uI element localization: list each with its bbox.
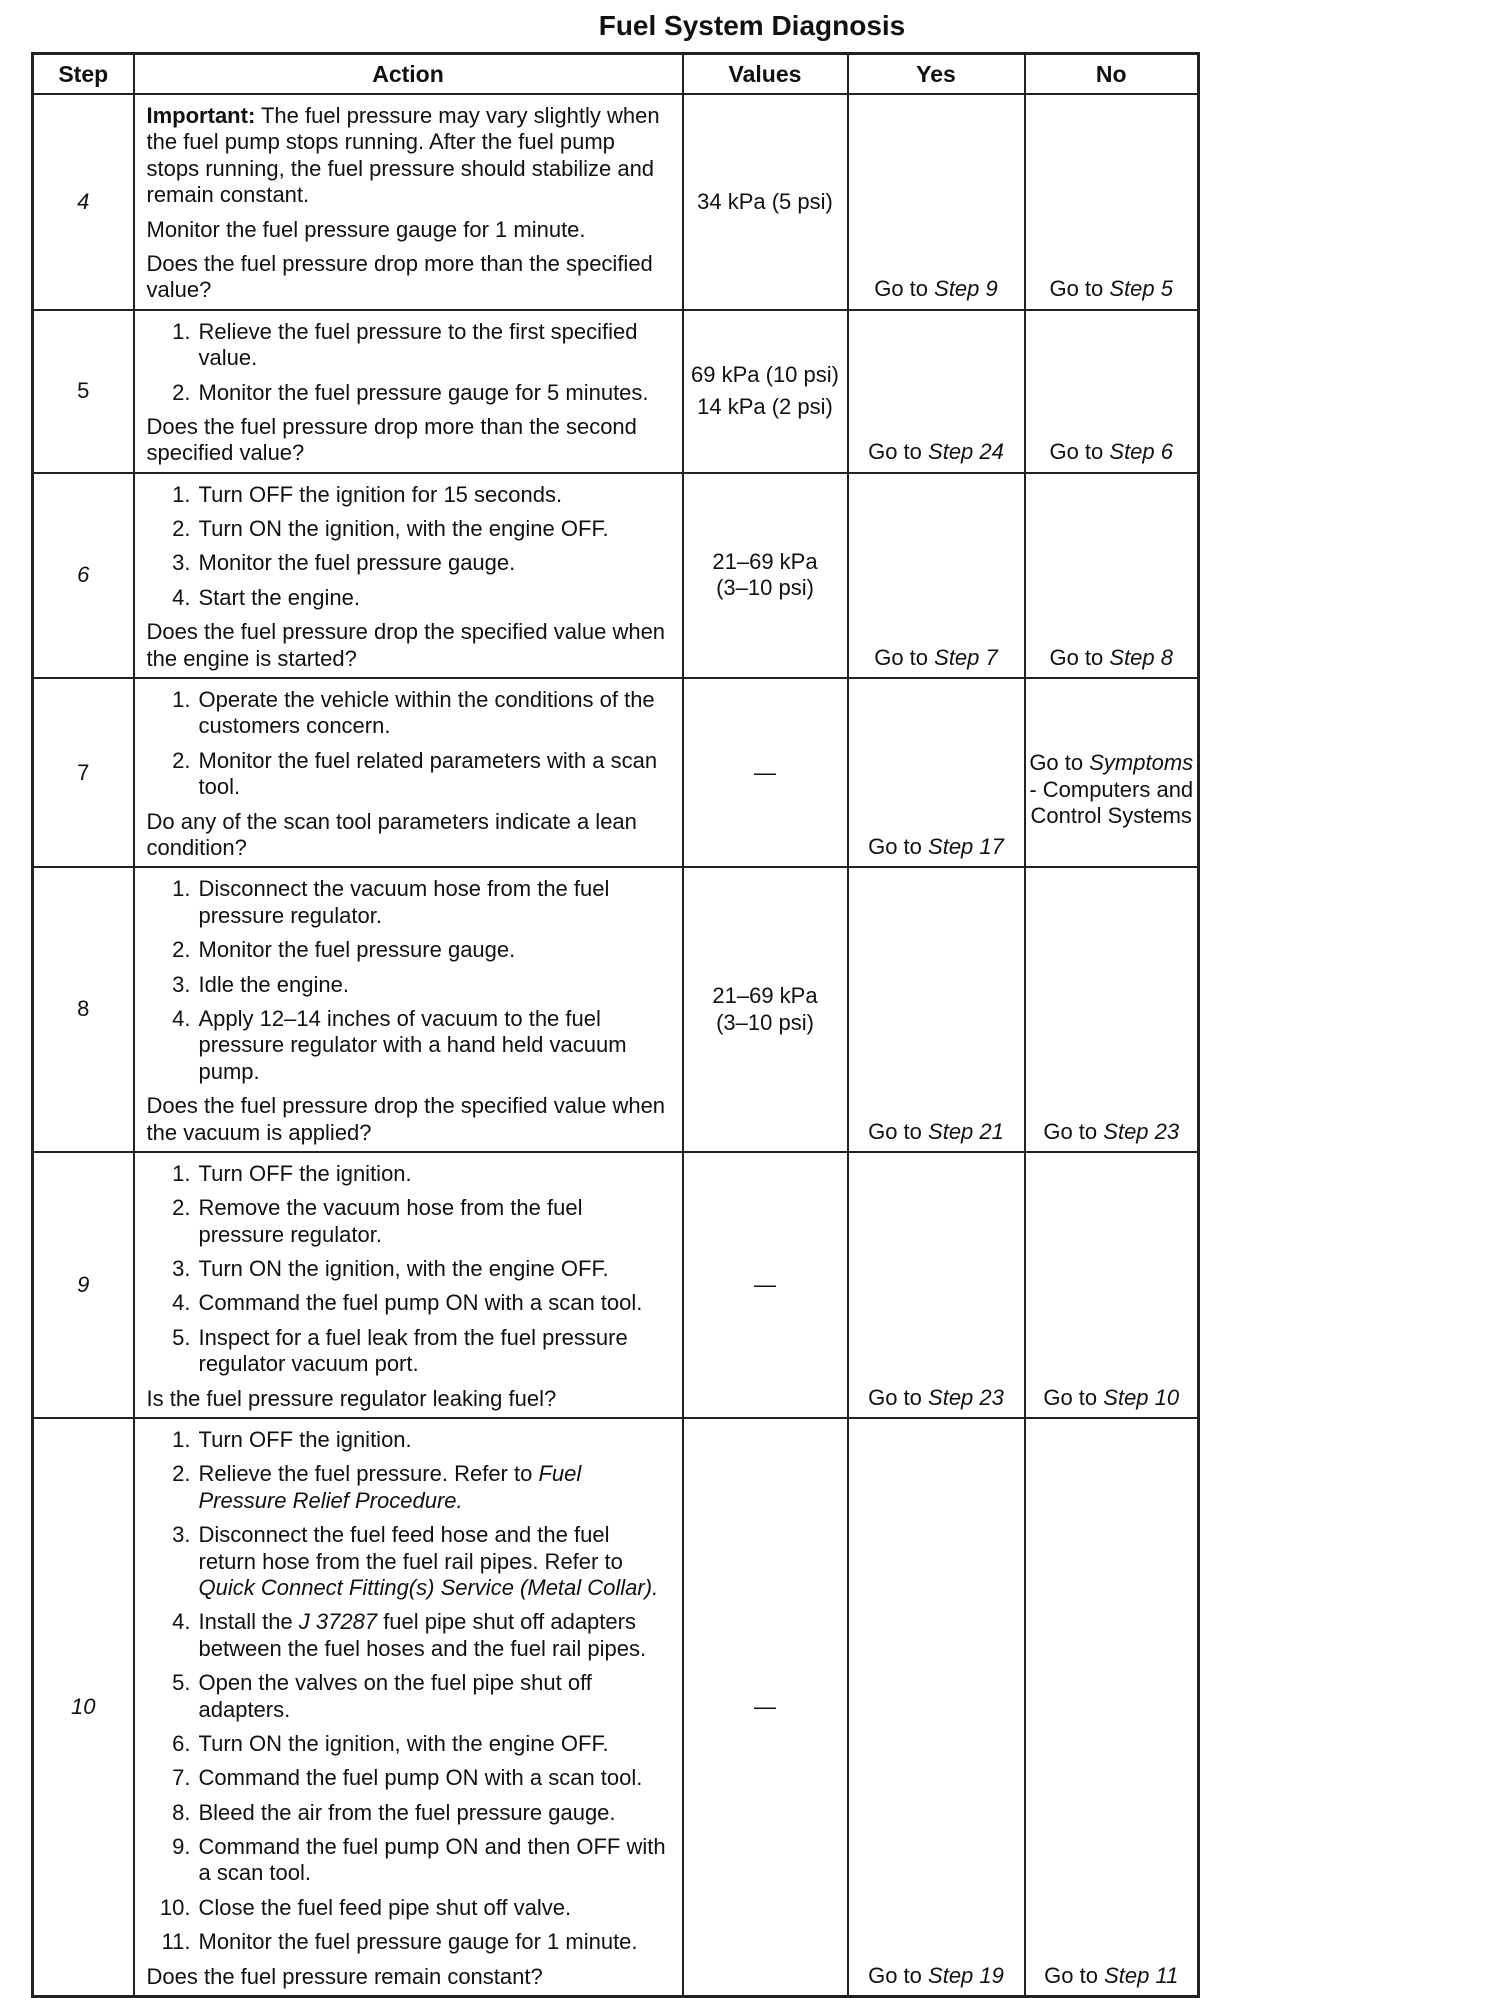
list-item: 2. Turn ON the ignition, with the engine OFF. [172,516,609,542]
action-cell [134,678,683,867]
go-prefix: Go to [874,276,929,302]
list-item: 2. Relieve the fuel pressure. Refer to Fuel Pressure Relief Procedure. [172,1461,582,1513]
header-row [33,54,1199,95]
no-target: 11 [1155,1962,1179,1988]
list-item: 5. Open the valves on the fuel pipe shut off adapters. [172,1670,592,1722]
list-item: 3. Idle the engine. [172,971,349,997]
step-number: 6 [33,473,134,678]
table-row [33,94,1199,310]
step-number: 4 [33,94,134,310]
value-line: 69 kPa (10 psi) [691,361,839,387]
table-row [33,1418,1199,1997]
important-text: The fuel pressure may vary slightly when the fuel pump stops running. After the fuel pump stops running, the fuel pressure should stabilize and remain constant. [146,103,660,208]
list-item: 2. Monitor the fuel related parameters with a scan tool. [172,747,658,800]
yes-cell: Go to Step 19 [848,1418,1025,1997]
list-item: 4. Apply 12–14 inches of vacuum to the fuel pressure regulator with a hand held vacuum pump. [172,1005,627,1084]
no-cell: Go to Step 23 [1025,867,1199,1152]
header-action: Action [134,54,683,95]
value-line: 14 kPa (2 psi) [697,394,833,420]
step-number: 7 [33,678,134,867]
procedure-reference: Fuel Pressure Relief Procedure. [198,1461,582,1513]
list-item: 2. Monitor the fuel pressure gauge. [172,937,516,963]
list-item: 3. Turn ON the ignition, with the engine OFF. [172,1256,609,1282]
list-item: 8. Bleed the air from the fuel pressure gauge. [172,1799,616,1825]
list-item: 7. Command the fuel pump ON with a scan tool. [172,1765,643,1791]
list-item: 1. Disconnect the vacuum hose from the fuel pressure regulator. [172,876,610,928]
action-question: Is the fuel pressure regulator leaking fuel? [146,1385,557,1411]
tool-number: J 37287 [298,1609,378,1635]
action-cell [134,310,683,473]
list-item: 9. Command the fuel pump ON and then OFF with a scan tool. [172,1834,666,1886]
list-item: 2. Remove the vacuum hose from the fuel pressure regulator. [172,1195,583,1247]
header-yes: Yes [848,54,1025,95]
action-cell [134,867,683,1152]
yes-cell: Go to Step 7 [848,473,1025,678]
no-cell: Go to Step 8 [1025,473,1199,678]
header-values: Values [683,54,848,95]
list-item: 4. Command the fuel pump ON with a scan tool. [172,1290,643,1316]
header-no: No [1025,54,1199,95]
list-item: 10. Close the fuel feed pipe shut off valve. [159,1894,572,1920]
symptoms-subtitle: Control Systems [1030,802,1192,828]
list-item: 1. Turn OFF the ignition. [172,1427,412,1453]
action-cell [134,1418,683,1997]
values-cell [683,473,848,678]
list-item: 1. Operate the vehicle within the conditions of the customers concern. [172,687,655,739]
no-target: 6 [1160,439,1174,465]
yes-target: 9 [985,276,998,302]
no-target: 8 [1160,644,1174,670]
value-line: 21–69 kPa [712,548,818,574]
yes-target: 21 [979,1118,1004,1144]
table-row [33,867,1199,1152]
values-cell [683,1418,848,1997]
yes-cell: Go to Step 17 [848,678,1025,867]
procedure-reference: Quick Connect Fitting(s) Service (Metal Collar). [198,1574,659,1600]
symptoms-subtitle: - Computers and [1029,776,1194,802]
yes-target: 19 [979,1962,1004,1988]
action-question: Do any of the scan tool parameters indicate a lean condition? [146,808,637,860]
action-paragraph: Monitor the fuel pressure gauge for 1 minute. [146,216,586,242]
yes-target: 7 [985,644,998,670]
step-word: Step [934,276,980,302]
list-item: 11. Monitor the fuel pressure gauge for 1 minute. [161,1929,638,1955]
no-cell [1025,678,1199,867]
value-line: 21–69 kPa [712,983,818,1009]
yes-target: 17 [979,833,1004,859]
values-cell [683,678,848,867]
action-question: Does the fuel pressure drop the specified value when the vacuum is applied? [146,1093,666,1145]
list-item: 1. Relieve the fuel pressure to the first specified value. [172,318,638,371]
go-prefix: Go to [1029,750,1084,776]
step-number: 5 [33,310,134,473]
important-label: Important: [146,103,256,128]
value-dash: — [754,1693,776,1719]
no-target: 23 [1154,1118,1180,1144]
values-cell [683,310,848,473]
value-line: 34 kPa (5 psi) [697,188,833,214]
list-item: 1. Turn OFF the ignition. [172,1160,412,1186]
value-line: (3–10 psi) [716,1009,814,1035]
table-row [33,678,1199,867]
list-item: 4. Start the engine. [172,584,360,610]
values-cell [683,1152,848,1418]
list-item: 3. Disconnect the fuel feed hose and the fuel return hose from the fuel rail pipes. Refer to Quick Connect Fitting(s) Service (Metal Collar). [172,1522,659,1600]
no-cell: Go to Step 11 [1025,1418,1199,1997]
value-dash: — [754,1271,776,1297]
action-question: Does the fuel pressure remain constant? [146,1963,543,1989]
list-item: 3. Monitor the fuel pressure gauge. [172,550,516,576]
table-row [33,310,1199,473]
action-cell [134,1152,683,1418]
list-item: 6. Turn ON the ignition, with the engine OFF. [172,1730,609,1756]
value-dash: — [754,759,776,785]
yes-cell: Go to Step 24 [848,310,1025,473]
values-cell [683,867,848,1152]
value-line: (3–10 psi) [716,575,814,601]
yes-target: 24 [979,439,1004,465]
action-question: Does the fuel pressure drop more than the specified value? [146,250,653,303]
action-cell [134,473,683,678]
action-question: Does the fuel pressure drop more than the second specified value? [146,413,637,466]
values-cell [683,94,848,310]
action-question: Does the fuel pressure drop the specified value when the engine is started? [146,619,666,671]
no-target: 5 [1160,276,1174,302]
yes-cell [848,94,1025,310]
step-number: 8 [33,867,134,1152]
no-cell [1025,94,1199,310]
yes-target: 23 [979,1384,1004,1410]
action-cell [134,94,683,310]
list-item: 5. Inspect for a fuel leak from the fuel pressure regulator vacuum port. [172,1324,628,1377]
list-item: 1. Turn OFF the ignition for 15 seconds. [172,481,563,507]
step-number: 9 [33,1152,134,1418]
fuel-diagnosis-table [31,52,1200,1998]
important-note [147,103,672,209]
table-row [33,1152,1199,1418]
step-word: Step [1109,276,1155,302]
no-cell: Go to Step 10 [1025,1152,1199,1418]
yes-cell: Go to Step 21 [848,867,1025,1152]
table-row [33,473,1199,678]
go-prefix: Go to [1049,276,1104,302]
yes-cell: Go to Step 23 [848,1152,1025,1418]
page-title: Fuel System Diagnosis [598,10,906,41]
list-item: 2. Monitor the fuel pressure gauge for 5 minutes. [172,379,649,405]
no-target: 10 [1154,1384,1180,1410]
step-number: 10 [33,1418,134,1997]
no-cell: Go to Step 6 [1025,310,1199,473]
list-item: 4. Install the J 37287 fuel pipe shut off adapters between the fuel hoses and the fuel rail pipes. [172,1609,647,1661]
symptoms-link: Symptoms [1089,750,1194,776]
header-step: Step [33,54,134,95]
